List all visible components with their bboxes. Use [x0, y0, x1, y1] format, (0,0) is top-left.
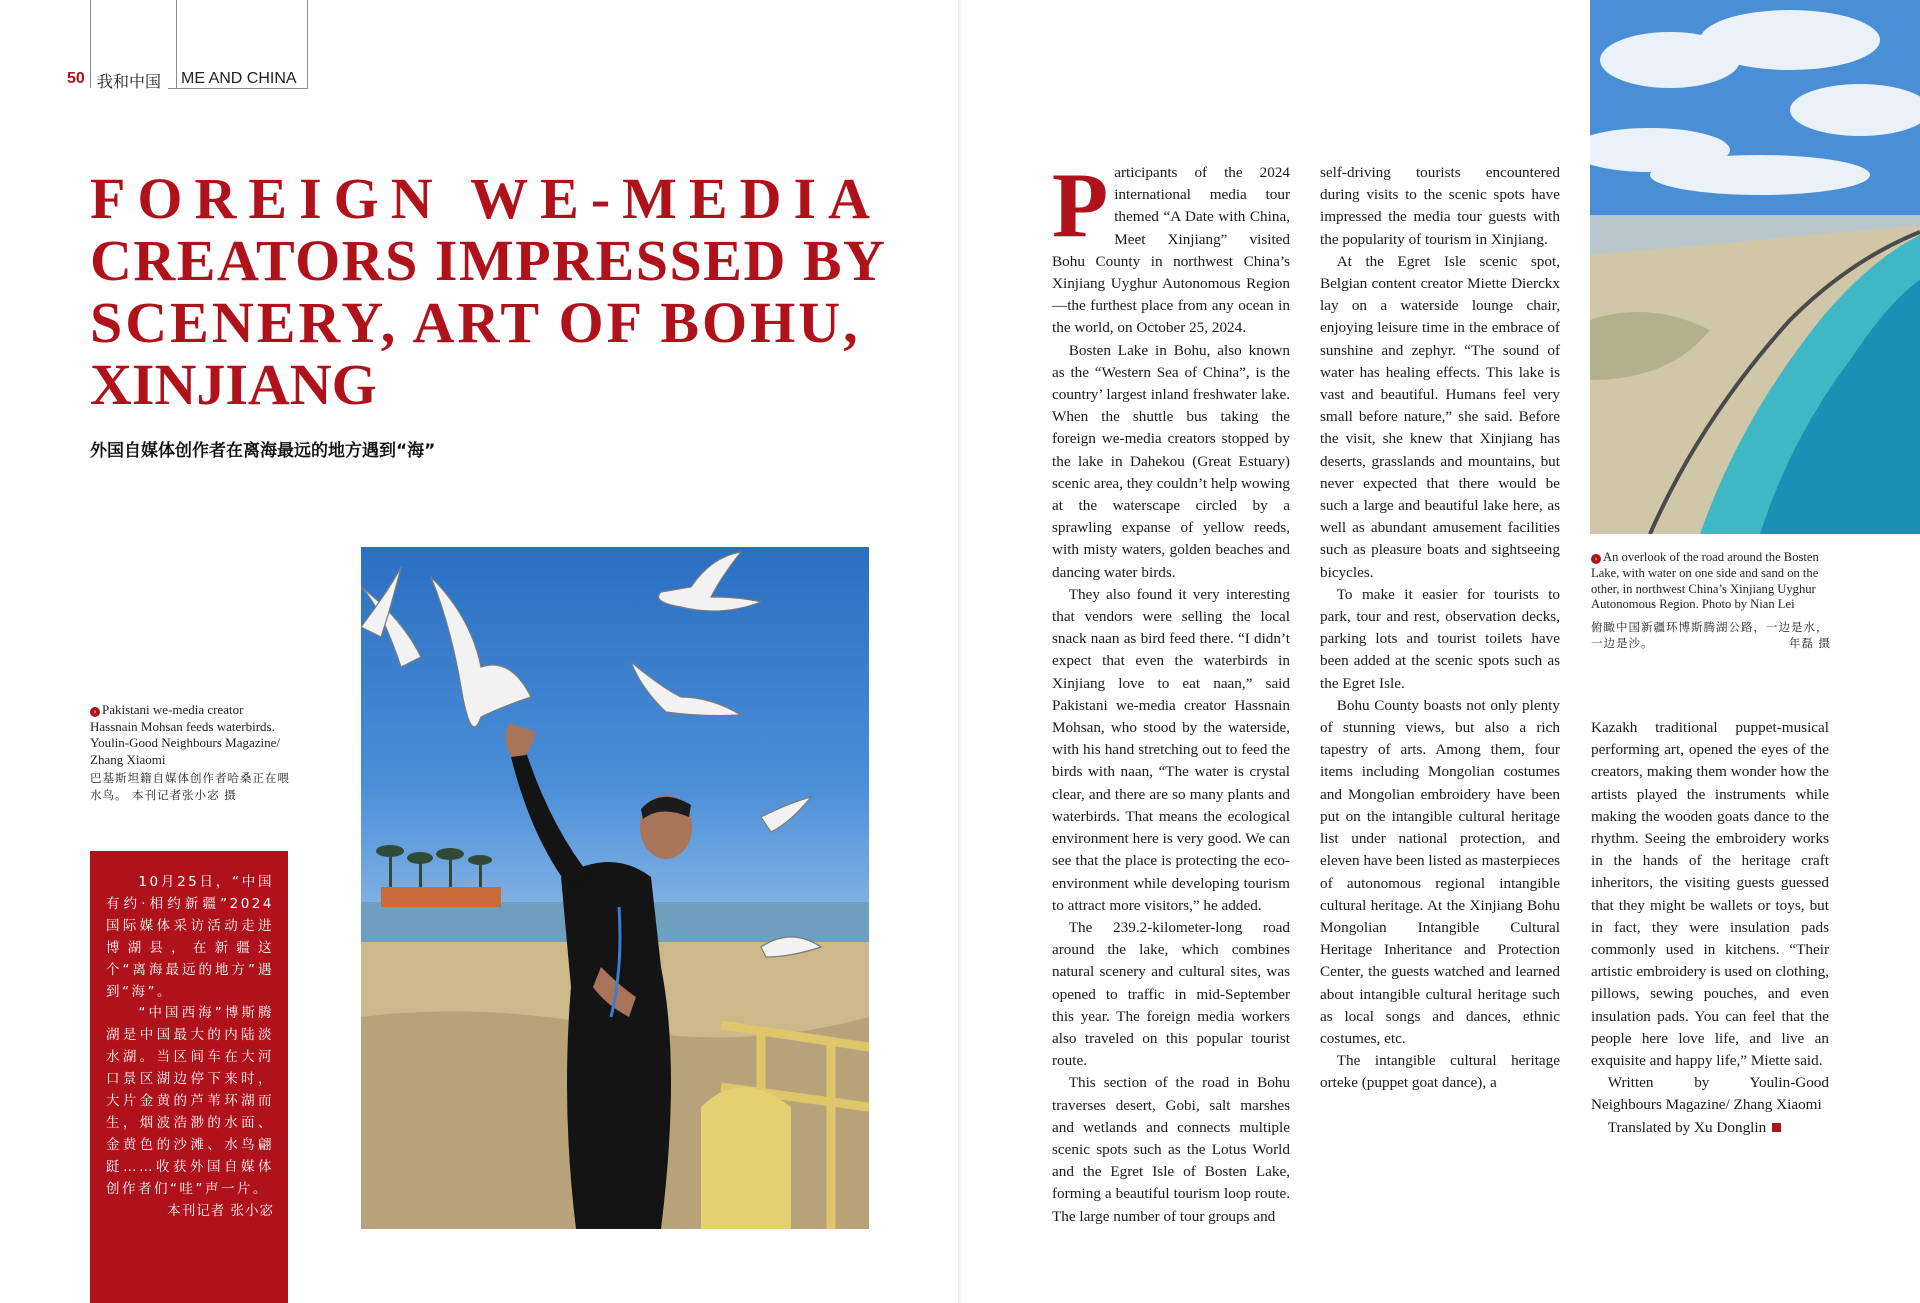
header-rule [176, 0, 177, 88]
article-paragraph: They also found it very interesting that vendors were selling the local snack naan as bird feed there. “I didn’t expect that even the waterbirds in Xinjiang love to eat naan,” said Pakistani we-media creator Hassnain Mohsan, who stood by the waterside, with his hand stretching out to feed the birds with naan, “The water is crystal clear, and there are so many plants and waterbirds. That means the ecological environment here is very good. We can see that the place is protecting the eco-environment while developing tourism to attract more visitors,” he added. [1052, 585, 1290, 914]
photo-caption-en: Pakistani we-media creator Hassnain Mohsan feeds waterbirds. Youlin-Good Neighbours Magazine/ Zhang Xiaomi [90, 702, 281, 767]
article-paragraph: To make it easier for tourists to park, tour and rest, observation decks, parking lots and tourist toilets have been added at the scenic spots such as the Egret Isle. [1320, 585, 1560, 692]
page-number: 50 [67, 70, 85, 87]
article-paragraph [1052, 154, 1290, 340]
article-subtitle-cn: 外国自媒体创作者在离海最远的地方遇到“海” [90, 441, 436, 461]
article-paragraph: At the Egret Isle scenic spot, Belgian content creator Miette Dierckx lay on a waterside lounge chair, enjoying leisure time in the embrace of sunshine and zephyr. “The sound of water has healing effects. This lake is vast and beautiful. Humans feel very small before nature,” she said. Before the visit, she knew that Xinjiang has deserts, grasslands and mountains, but never expected that there would be such a large and beautiful lake here, as well as abundant amusement facilities such as pleasure boats and sightseeing bicycles. [1320, 252, 1560, 581]
headline-line: FOREIGN WE-MEDIA [90, 166, 882, 231]
article-headline [90, 168, 890, 416]
article-paragraph: The 239.2-kilometer-long road around the lake, which combines natural scenery and cultural sites, was opened to traffic in mid-September this year. The foreign media workers also traveled on this popular tourist route. [1052, 918, 1290, 1070]
article-column-2 [1320, 162, 1560, 1095]
caption-arrow-icon: › [90, 707, 100, 717]
summary-text-cn [106, 872, 274, 1223]
header-rule [307, 0, 308, 88]
caption-cn-credit: 年磊 摄 [1788, 636, 1831, 651]
photo2-caption-en: An overlook of the road around the Bosten Lake, with water on one side and sand on the other, in northwest China’s Xinjiang Uyghur Autonomous Region. Photo by Nian Lei [1591, 550, 1819, 612]
article-column-1 [1052, 154, 1290, 1228]
header-underline [168, 88, 308, 89]
article-paragraph-continued: self-driving tourists encountered during visits to the scenic spots have impressed the media tour guests with the popularity of tourism in Xinjiang. [1320, 164, 1560, 248]
caption-arrow-icon: › [1591, 554, 1601, 564]
article-paragraph: Bohu County boasts not only plenty of stunning views, but also a rich tapestry of arts. Among them, four items including Mongolian costumes and Mongolian embroidery have been put on the intangible cultural heritage list under national protection, and eleven have been listed as masterpieces of autonomous regional intangible cultural heritage. At the Xinjiang Bohu Mongolian Intangible Cultural Heritage Inheritance and Protection Center, the guests watched and learned about intangible cultural heritage such as local songs and dances, ethnic costumes, etc. [1320, 696, 1560, 1047]
article-paragraph: Translated by Xu Donglin [1591, 1117, 1829, 1139]
article-paragraph: This section of the road in Bohu traverses desert, Gobi, salt marshes and wetlands and connects multiple scenic spots such as the Lotus World and the Egret Isle of Bosten Lake, forming a beautiful tourism loop route. The large number of tour groups and [1052, 1074, 1290, 1225]
end-mark-icon [1772, 1123, 1781, 1132]
photo-illustration [361, 547, 869, 1229]
article-column-3 [1591, 717, 1829, 1139]
article-paragraph: Written by Youlin-Good Neighbours Magazine/ Zhang Xiaomi [1591, 1074, 1829, 1114]
article-paragraph: Kazakh traditional puppet-musical performing art, opened the eyes of the creators, making them wonder how the artists played the instruments while making the wooden goats dance to the rhythm. Seeing the embroidery works in the hands of the heritage craft inheritors, the visiting guests guessed that they might be wallets or toys, but in fact, they were insulation pads commonly used in kitchens. “Their artistic embroidery is used on clothing, pillows, sewing pouches, and even insulation pads. You can feel that the people here love life, and live an exquisite and happy life,” Miette said. [1591, 719, 1829, 1070]
summary-paragraph: “中国西海”博斯腾湖是中国最大的内陆淡水湖。当区间车在大河口景区湖边停下来时，大片金黄的芦苇环湖而生，烟波浩渺的水面、金黄色的沙滩、水鸟翩跹……收获外国自媒体创作者们“哇”声一片。 [106, 1005, 274, 1197]
photo2-caption [1591, 550, 1831, 651]
photo-man-feeding-gulls [361, 547, 869, 1229]
article-paragraph: The intangible cultural heritage orteke (puppet goat dance), a [1320, 1052, 1560, 1092]
headline-line: CREATORS IMPRESSED BY [90, 228, 887, 293]
photo-caption [90, 702, 290, 803]
headline-line: SCENERY, ART OF BOHU, [90, 290, 861, 355]
photo-caption-cn: 巴基斯坦籍自媒体创作者哈桑正在喂水鸟。 本刊记者张小宓 摄 [90, 771, 290, 802]
paragraph-text: articipants of the 2024 international media tour themed “A Date with China, Meet Xinjiang” visited Bohu County in northwest China’s Xinjiang Uyghur Autonomous Region—the furthest place from any ocean in the world, on October 25, 2024. [1052, 164, 1290, 337]
header-rule [90, 0, 91, 88]
summary-byline: 本刊记者 张小宓 [167, 1202, 274, 1219]
page-gutter [958, 0, 962, 1303]
photo-bosten-lake-road [1590, 0, 1920, 534]
drop-cap: P [1052, 154, 1109, 256]
section-title-cn: 我和中国 [97, 72, 162, 91]
photo2-caption-cn [1591, 619, 1831, 651]
caption-cn-text: 俯瞰中国新疆环博斯腾湖公路，一边是水，一边是沙。 [1591, 620, 1829, 651]
section-title-en: ME AND CHINA [181, 70, 297, 87]
headline-line: XINJIANG [90, 352, 377, 417]
article-paragraph: Bosten Lake in Bohu, also known as the “Western Sea of China”, is the country’ largest inland freshwater lake. When the shuttle bus taking the foreign we-media creators stopped by the lake in Dahekou (Great Estuary) scenic area, they couldn’t help wowing at the waterscape circled by a sprawling expanse of yellow reeds, with misty waters, golden beaches and dancing water birds. [1052, 341, 1290, 581]
summary-paragraph: 10月25日，“中国有约·相约新疆”2024国际媒体采访活动走进博湖县，在新疆这个“离海最远的地方”遇到“海”。 [106, 874, 274, 1000]
photo-illustration [1590, 0, 1920, 534]
